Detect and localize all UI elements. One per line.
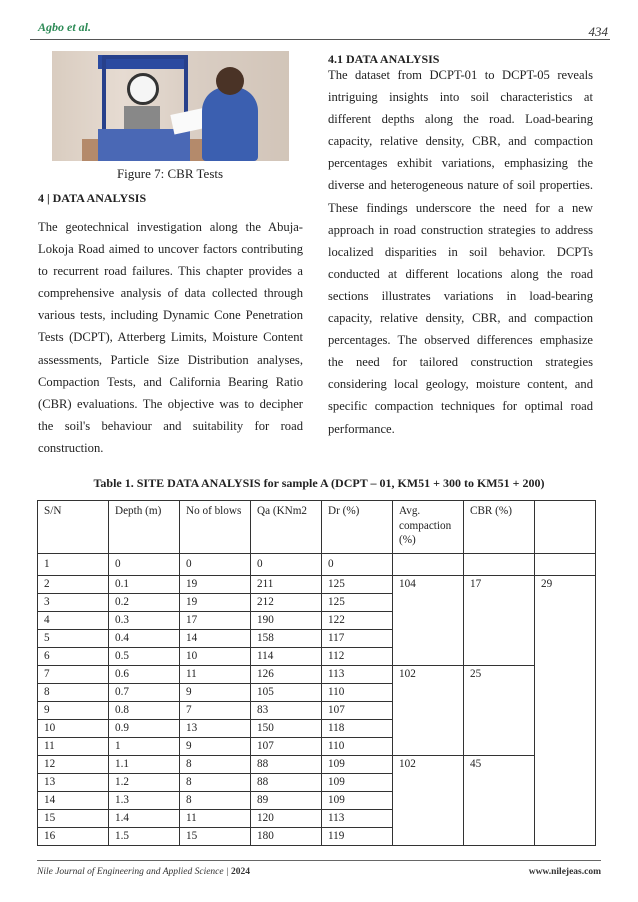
cell: 19	[180, 576, 251, 594]
cell: 14	[180, 630, 251, 648]
cell: 158	[251, 630, 322, 648]
cell: 3	[38, 594, 109, 612]
left-column-paragraph: The geotechnical investigation along the Abuja-Lokoja Road aimed to uncover factors contributing to recurrent road failures. This chapter provides a comprehensive analysis of data collected through various tests, including Dynamic Cone Penetration Tests (DCPT), Atterberg Limits, Moisture Content assessments, Particle Size Distribution analyses, Compaction Tests, and California Bearing Ratio (CBR) evaluations. The objective was to decipher the soil's behaviour and suitability for road construction.	[38, 220, 303, 455]
running-header-author: Agbo et al.	[38, 20, 91, 34]
cell: 8	[180, 756, 251, 774]
cell: 1.5	[109, 828, 180, 846]
cell: 6	[38, 648, 109, 666]
cell: 13	[38, 774, 109, 792]
cell: 88	[251, 774, 322, 792]
cell: 9	[180, 738, 251, 756]
section-heading: 4 | DATA ANALYSIS	[38, 191, 147, 205]
cell: 114	[251, 648, 322, 666]
cell: 14	[38, 792, 109, 810]
cell: 4	[38, 612, 109, 630]
table-caption: Table 1. SITE DATA ANALYSIS for sample A (DCPT – 01, KM51 + 300 to KM51 + 200)	[93, 476, 545, 490]
cell: 11	[38, 738, 109, 756]
group-compaction: 102	[393, 666, 464, 756]
cell: 211	[251, 576, 322, 594]
cell: 11	[180, 666, 251, 684]
cell: 0.5	[109, 648, 180, 666]
cell: 7	[180, 702, 251, 720]
group-compaction: 104	[393, 576, 464, 666]
cell: 110	[322, 684, 393, 702]
cell: 212	[251, 594, 322, 612]
cell	[393, 554, 464, 576]
cell: 0.6	[109, 666, 180, 684]
cell: 113	[322, 666, 393, 684]
cell: 2	[38, 576, 109, 594]
col-header-depth: Depth (m)	[109, 501, 180, 554]
cell: 12	[38, 756, 109, 774]
cell: 1.1	[109, 756, 180, 774]
cell: 8	[180, 792, 251, 810]
cell: 19	[180, 594, 251, 612]
journal-name: Nile Journal of Engineering and Applied Science	[37, 867, 224, 877]
col-header-blows: No of blows	[180, 501, 251, 554]
cell: 112	[322, 648, 393, 666]
cell: 113	[322, 810, 393, 828]
cell: 180	[251, 828, 322, 846]
cell: 0.1	[109, 576, 180, 594]
col-header-dr: Dr (%)	[322, 501, 393, 554]
cell: 0.3	[109, 612, 180, 630]
col-header-qa: Qa (KNm2	[251, 501, 322, 554]
group-cbr: 25	[464, 666, 535, 756]
subsection-heading: 4.1 DATA ANALYSIS	[328, 52, 440, 66]
site-data-table	[37, 500, 596, 846]
footer-journal: Nile Journal of Engineering and Applied Science | 2024	[37, 867, 250, 877]
cell: 9	[38, 702, 109, 720]
cell: 150	[251, 720, 322, 738]
header-divider	[30, 39, 610, 40]
cell: 0.7	[109, 684, 180, 702]
cell: 125	[322, 594, 393, 612]
cell: 0	[180, 554, 251, 576]
cell: 89	[251, 792, 322, 810]
cell: 7	[38, 666, 109, 684]
cell	[464, 554, 535, 576]
cell: 105	[251, 684, 322, 702]
cell: 190	[251, 612, 322, 630]
cell: 83	[251, 702, 322, 720]
cell: 1.3	[109, 792, 180, 810]
cell: 109	[322, 774, 393, 792]
cell: 109	[322, 792, 393, 810]
cell: 125	[322, 576, 393, 594]
cell: 118	[322, 720, 393, 738]
cell: 107	[251, 738, 322, 756]
table-row	[38, 576, 596, 594]
cell: 15	[38, 810, 109, 828]
cell: 15	[180, 828, 251, 846]
cell: 1	[109, 738, 180, 756]
cell: 5	[38, 630, 109, 648]
cell: 119	[322, 828, 393, 846]
cell: 8	[180, 774, 251, 792]
table-row	[38, 666, 596, 684]
cell: 120	[251, 810, 322, 828]
page-number: 434	[588, 24, 608, 39]
journal-year: 2024	[231, 867, 250, 877]
cell	[535, 554, 596, 576]
cell: 0	[251, 554, 322, 576]
cell: 0.2	[109, 594, 180, 612]
cell: 10	[38, 720, 109, 738]
col-header-compaction: Avg. compaction (%)	[393, 501, 464, 554]
cell: 13	[180, 720, 251, 738]
col-header-blank	[535, 501, 596, 554]
figure-caption: Figure 7: CBR Tests	[116, 166, 224, 181]
cell: 122	[322, 612, 393, 630]
cell: 0.8	[109, 702, 180, 720]
cell: 1	[38, 554, 109, 576]
table-row	[38, 554, 596, 576]
cell: 117	[322, 630, 393, 648]
cell: 9	[180, 684, 251, 702]
cbr-test-photo	[52, 51, 289, 161]
cell: 11	[180, 810, 251, 828]
cell: 88	[251, 756, 322, 774]
cell: 8	[38, 684, 109, 702]
group-cbr: 45	[464, 756, 535, 846]
group-compaction: 102	[393, 756, 464, 846]
cell: 16	[38, 828, 109, 846]
cell: 110	[322, 738, 393, 756]
cell: 0	[322, 554, 393, 576]
cell: 109	[322, 756, 393, 774]
cell: 10	[180, 648, 251, 666]
cell: 0.9	[109, 720, 180, 738]
group-cbr: 17	[464, 576, 535, 666]
cell: 0.4	[109, 630, 180, 648]
group-extra: 29	[535, 576, 596, 846]
cell: 0	[109, 554, 180, 576]
cell: 1.2	[109, 774, 180, 792]
cell: 17	[180, 612, 251, 630]
table-header-row	[38, 501, 596, 554]
footer-website: www.nilejeas.com	[528, 867, 601, 877]
cell: 126	[251, 666, 322, 684]
right-column-paragraph: The dataset from DCPT-01 to DCPT-05 reveals intriguing insights into soil characteristics at different depths along the road. Load-bearing capacity, relative density, CBR, and compaction percentages exhibit variations, emphasizing the diverse and heterogeneous nature of soil properties. These findings underscore the need for a new approach in road construction strategies to address localized disparities in soil behavior. DCPTs conducted at different locations along the road sections illustrates variations in load-bearing capacity, relative density, CBR, and compaction percentages. The observed differences emphasize the need for tailored construction strategies considering local geology, moisture content, and specific compaction techniques for optimal road performance.	[328, 68, 593, 436]
table-row	[38, 756, 596, 774]
cell: 107	[322, 702, 393, 720]
col-header-cbr: CBR (%)	[464, 501, 535, 554]
cell: 1.4	[109, 810, 180, 828]
col-header-sn: S/N	[38, 501, 109, 554]
footer-divider	[37, 860, 601, 861]
